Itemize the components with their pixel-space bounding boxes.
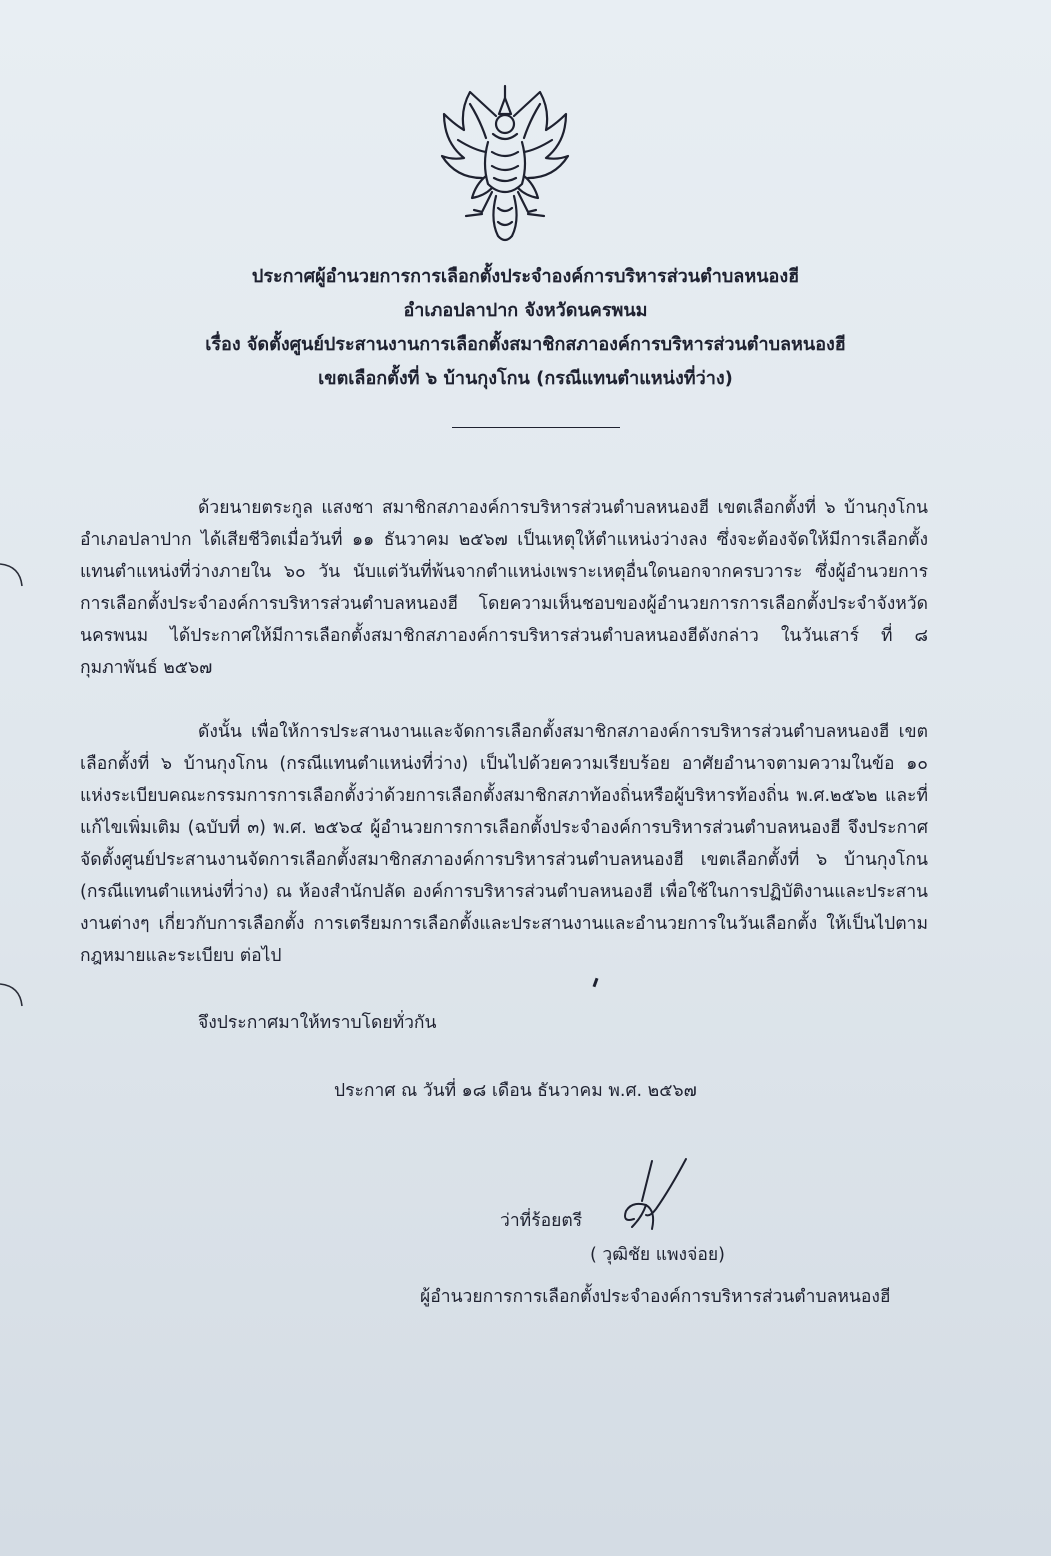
handwritten-signature-icon	[612, 1155, 702, 1235]
signer-name: ( วุฒิชัย แพงจ่อย)	[590, 1245, 725, 1265]
title-divider	[452, 427, 620, 428]
signer-rank: ว่าที่ร้อยตรี	[500, 1211, 583, 1231]
announcement-date: ประกาศ ณ วันที่ ๑๘ เดือน ธันวาคม พ.ศ. ๒๕๖๗	[334, 1081, 697, 1101]
title-line-2: อำเภอปลาปาก จังหวัดนครพนม	[403, 300, 648, 321]
closing-statement: จึงประกาศมาให้ทราบโดยทั่วกัน	[198, 1013, 437, 1033]
pen-mark	[593, 978, 599, 987]
body-paragraph-1: ด้วยนายตระกูล แสงชา สมาชิกสภาองค์การบริหารส่วนตำบลหนองฮี เขตเลือกตั้งที่ ๖ บ้านกุงโกน อำเภอปลาปาก ได้เสียชีวิตเมื่อวันที่ ๑๑ ธันวาคม ๒๕๖๗ เป็นเหตุให้ตำแหน่งว่างลง ซึ่งจะต้องจัดให้มีการเลือกตั้งแทนตำแหน่งที่ว่างภายใน ๖๐ วัน นับแต่วันที่พ้นจากตำแหน่งเพราะเหตุอื่นใดนอกจากครบวาระ ซึ่งผู้อำนวยการการเลือกตั้งประจำองค์การบริหารส่วนตำบลหนองฮี โดยความเห็นชอบของผู้อำนวยการการเลือกตั้งประจำจังหวัดนครพนม ได้ประกาศให้มีการเลือกตั้งสมาชิกสภาองค์การบริหารส่วนตำบลหนองฮีดังกล่าว ในวันเสาร์ ที่ ๘ กุมภาพันธ์ ๒๕๖๗	[80, 498, 928, 678]
title-subject-line: เรื่อง จัดตั้งศูนย์ประสานงานการเลือกตั้งสมาชิกสภาองค์การบริหารส่วนตำบลหนองฮี	[205, 334, 846, 355]
body-paragraph-2: ดังนั้น เพื่อให้การประสานงานและจัดการเลือกตั้งสมาชิกสภาองค์การบริหารส่วนตำบลหนองฮี เขตเลือกตั้งที่ ๖ บ้านกุงโกน (กรณีแทนตำแหน่งที่ว่าง) เป็นไปด้วยความเรียบร้อย อาศัยอำนาจตามความในข้อ ๑๐ แห่งระเบียบคณะกรรมการการเลือกตั้งว่าด้วยการเลือกตั้งสมาชิกสภาท้องถิ่นหรือผู้บริหารท้องถิ่น พ.ศ.๒๕๖๒ และที่แก้ไขเพิ่มเติม (ฉบับที่ ๓) พ.ศ. ๒๕๖๔ ผู้อำนวยการการเลือกตั้งประจำองค์การบริหารส่วนตำบลหนองฮี จึงประกาศจัดตั้งศูนย์ประสานงานจัดการเลือกตั้งสมาชิกสภาองค์การบริหารส่วนตำบลหนองฮี เขตเลือกตั้งที่ ๖ บ้านกุงโกน (กรณีแทนตำแหน่งที่ว่าง) ณ ห้องสำนักปลัด องค์การบริหารส่วนตำบลหนองฮี เพื่อใช้ในการปฏิบัติงานและประสานงานต่างๆ เกี่ยวกับการเลือกตั้ง การเตรียมการเลือกตั้งและประสานงานและอำนวยการในวันเลือกตั้ง ให้เป็นไปตามกฎหมายและระเบียบ ต่อไป	[80, 722, 928, 966]
punch-hole-mark	[0, 980, 24, 1020]
signer-position: ผู้อำนวยการการเลือกตั้งประจำองค์การบริหารส่วนตำบลหนองฮี	[420, 1287, 891, 1307]
title-line-1: ประกาศผู้อำนวยการการเลือกตั้งประจำองค์การบริหารส่วนตำบลหนองฮี	[251, 266, 800, 287]
title-line-4: เขตเลือกตั้งที่ ๖ บ้านกุงโกน (กรณีแทนตำแหน่งที่ว่าง)	[318, 368, 733, 389]
garuda-emblem-icon	[430, 80, 580, 248]
punch-hole-mark	[0, 560, 24, 600]
announcement-title	[60, 260, 991, 396]
